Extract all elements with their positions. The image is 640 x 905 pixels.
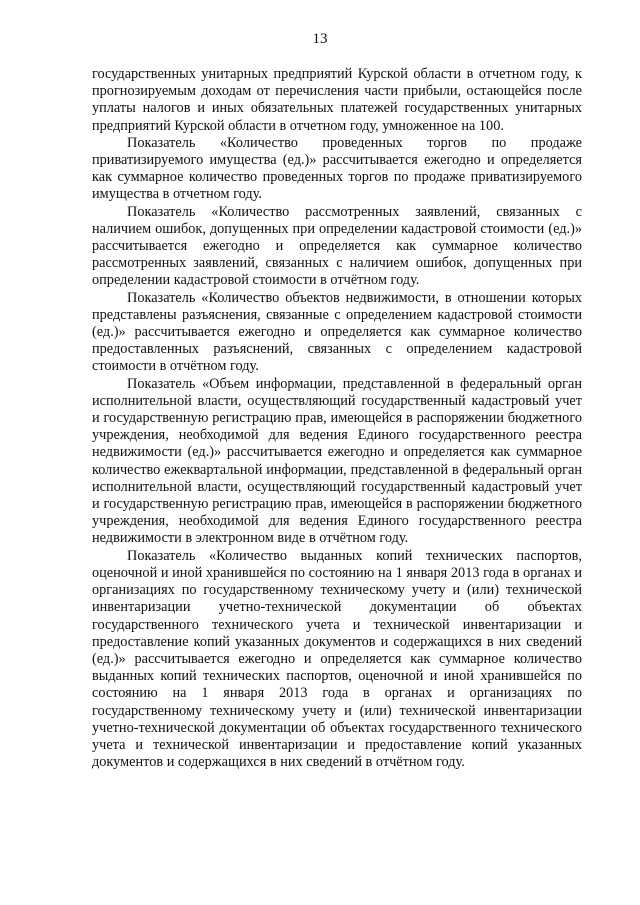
paragraph-auction-count: Показатель «Количество проведенных торгов по продаже приватизируемого имущества (ед.)» рассчитывается ежегодно и определяется как суммарное количество проведенных торгов по продаже приватизируемого имущества в отчетном году. — [92, 134, 582, 203]
paragraph-clarifications: Показатель «Количество объектов недвижимости, в отношении которых представлены разъяснения, связанные с определением кадастровой стоимости (ед.)» рассчитывается ежегодно и определяется как суммарное количество предоставленных разъяснений, связанных с определением кадастровой стоимости в отчётном году. — [92, 289, 582, 375]
paragraph-information-volume: Показатель «Объем информации, представленной в федеральный орган исполнительной власти, осуществляющий государственный кадастровый учет и государственную регистрацию прав, имеющейся в распоряжении бюджетного учреждения, необходимой для ведения Единого государственного реестра недвижимости (ед.)» рассчитывается ежегодно и определяется как суммарное количество ежеквартальной информации, представленной в федеральный орган исполнительной власти, осуществляющий государственный кадастровый учет и государственную регистрацию прав, имеющейся в распоряжении бюджетного учреждения, необходимой для ведения Единого государственного реестра недвижимости в электронном виде в отчётном году. — [92, 375, 582, 547]
paragraph-passport-copies: Показатель «Количество выданных копий технических паспортов, оценочной и иной хранившейся по состоянию на 1 января 2013 года в органах и организациях по государственному техническому учету и (или) технической инвентаризации учетно-технической документации об объектах государственного технического учета и технической инвентаризации и предоставление копий указанных документов и содержащихся в них сведений (ед.)» рассчитывается ежегодно и определяется как суммарное количество выданных копий технических паспортов, оценочной и иной хранившейся по состоянию на 1 января 2013 года в органах и организациях по государственному техническому учету и (или) технической инвентаризации учетно-технической документации об объектах государственного технического учета и технической инвентаризации и предоставление копий указанных документов и содержащихся в них сведений в отчётном году. — [92, 547, 582, 771]
document-body — [92, 66, 582, 771]
paragraph-error-claims: Показатель «Количество рассмотренных заявлений, связанных с наличием ошибок, допущенных при определении кадастровой стоимости (ед.)» рассчитывается ежегодно и определяется как суммарное количество рассмотренных заявлений, связанных с наличием ошибок, допущенных при определении кадастровой стоимости в отчётном году. — [92, 203, 582, 289]
paragraph-continuation: государственных унитарных предприятий Курской области в отчетном году, к прогнозируемым доходам от перечисления части прибыли, остающейся после уплаты налогов и иных обязательных платежей государственных унитарных предприятий Курской области в отчетном году, умноженное на 100. — [92, 66, 582, 134]
page-number: 13 — [312, 31, 328, 47]
